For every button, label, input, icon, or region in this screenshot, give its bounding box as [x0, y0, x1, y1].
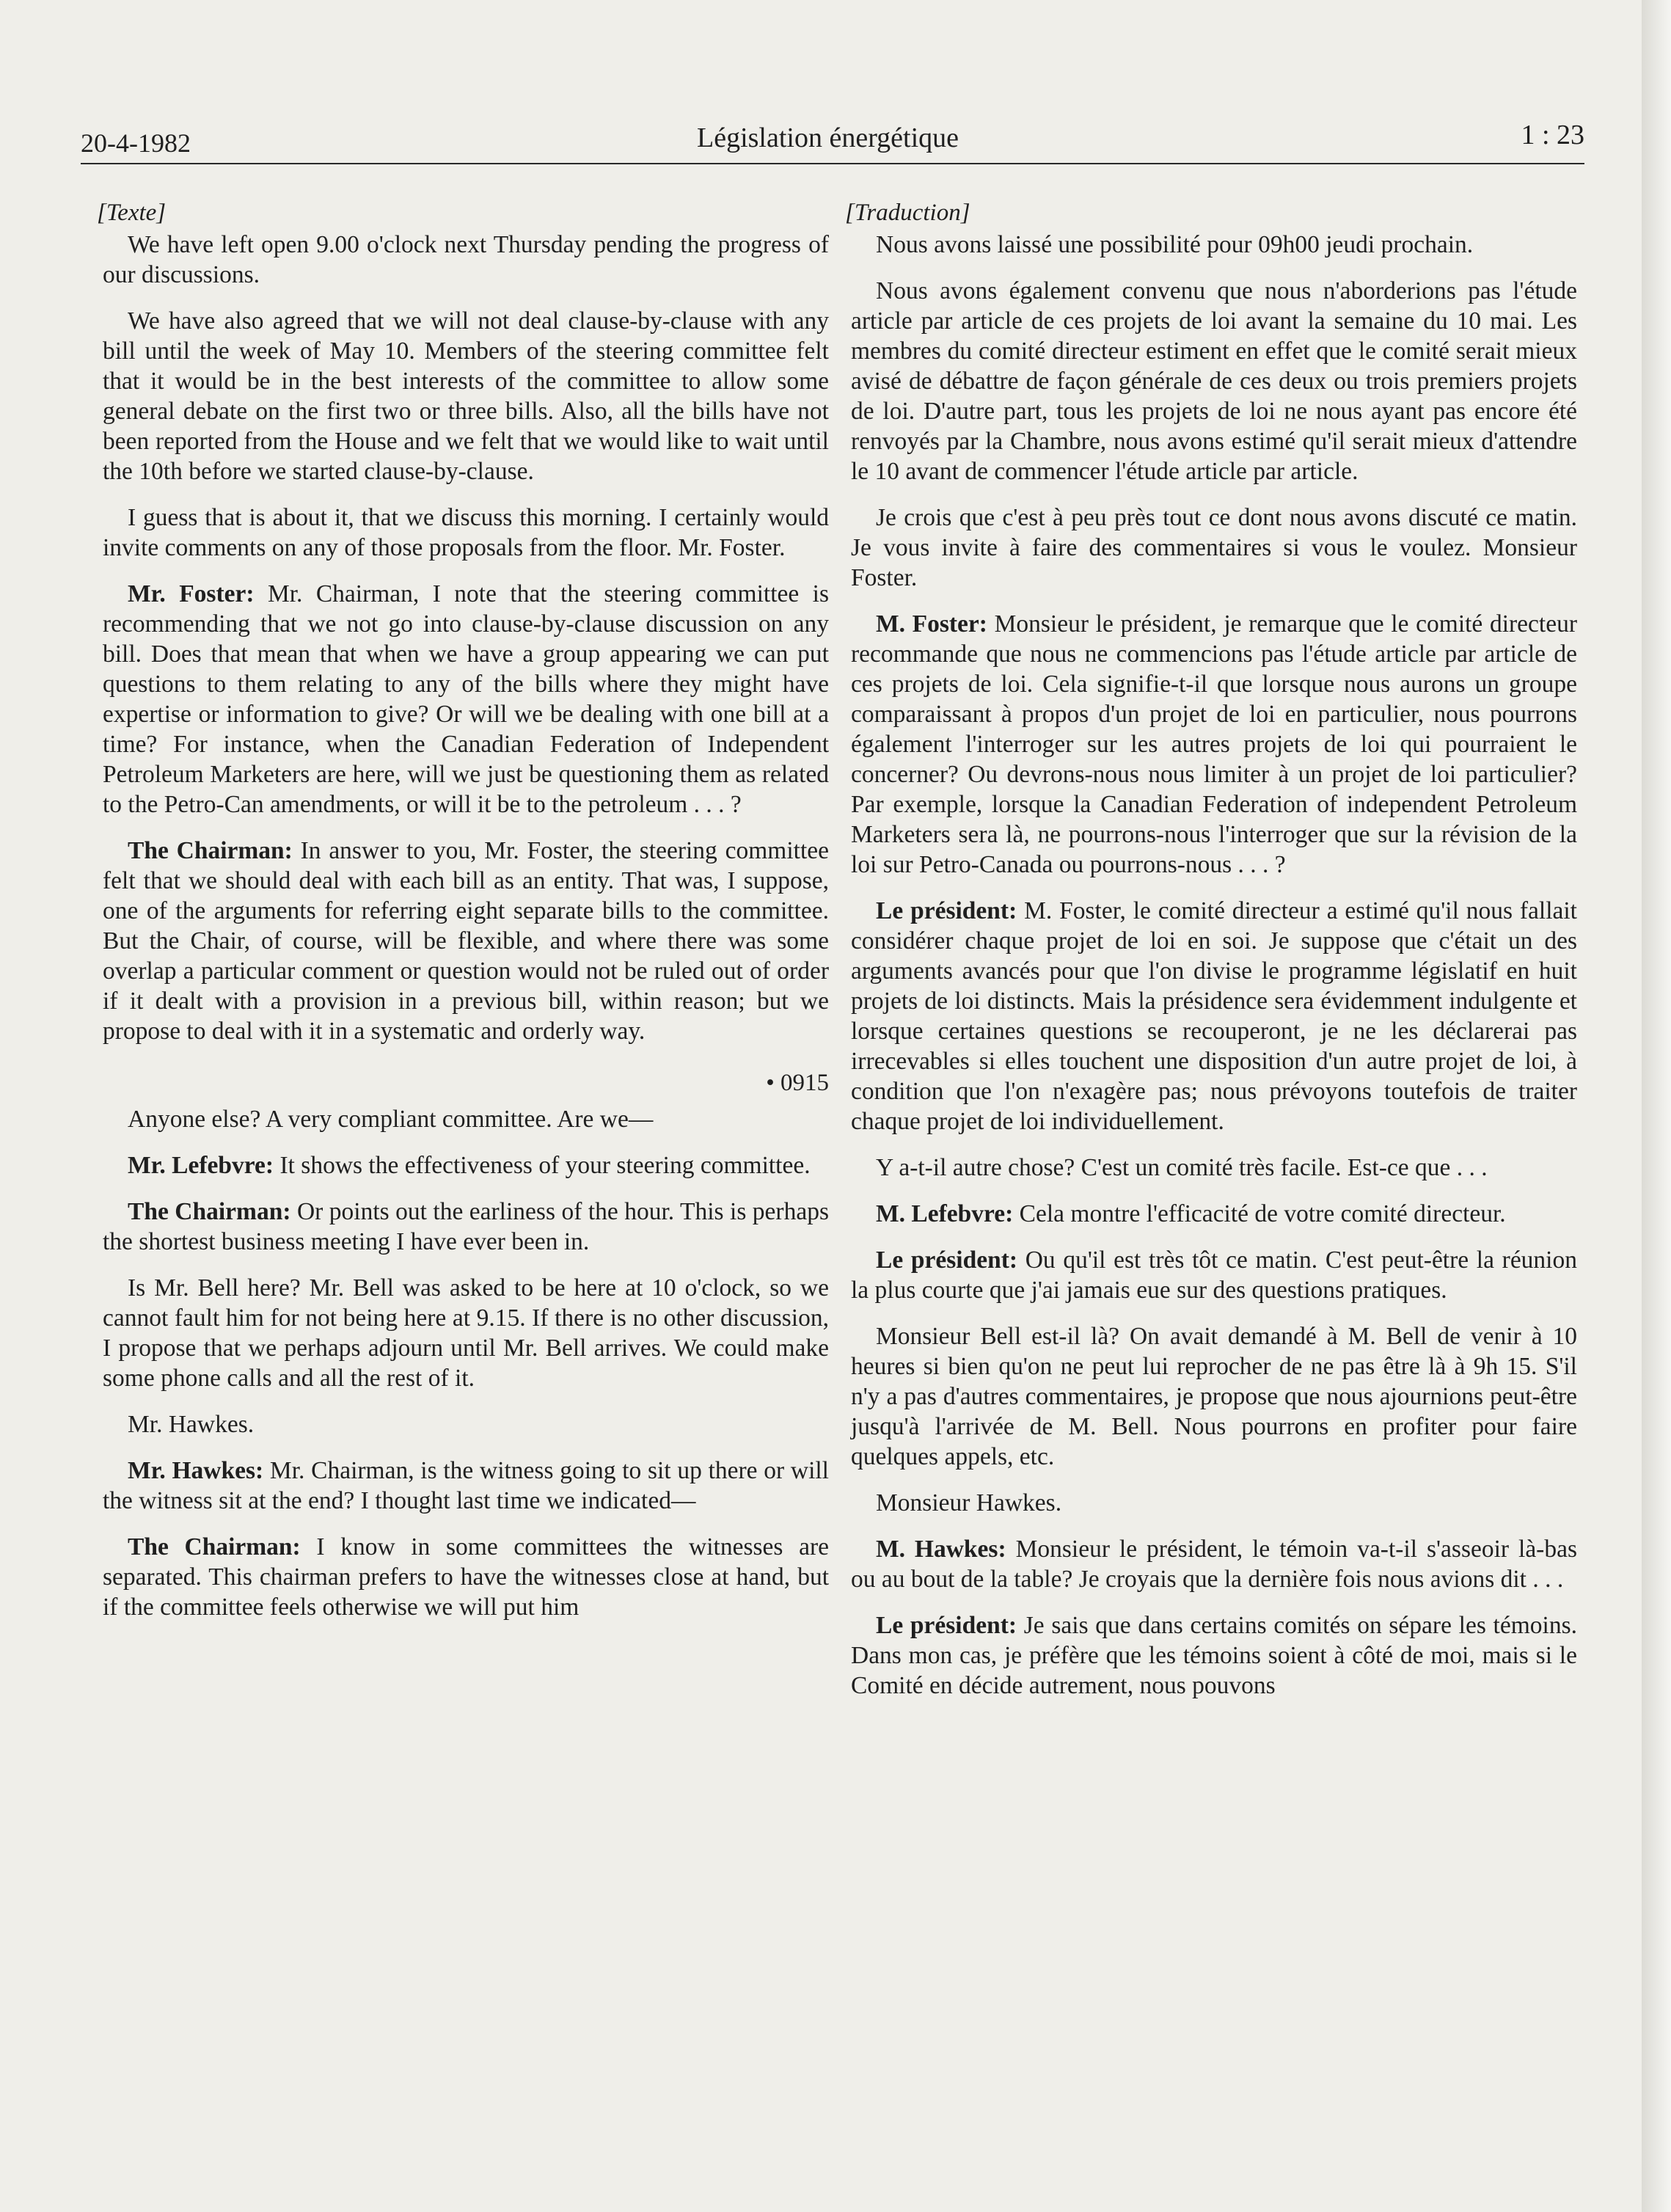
paragraph-group — [103, 230, 829, 1046]
paragraph — [103, 1150, 829, 1180]
speaker-name: Mr. Lefebvre: — [128, 1152, 274, 1179]
page-edge-shadow — [1642, 0, 1671, 2212]
paragraph — [103, 1456, 829, 1516]
paragraph — [851, 503, 1577, 593]
paragraph-text: Is Mr. Bell here? Mr. Bell was asked to be here at 10 o'clock, so we cannot fault him for not being here at 9.15. If there is no other discussion, I propose that we perhaps adjourn until Mr. Bell arrives. We could make some phone calls and all the rest of it. — [103, 1274, 829, 1392]
paragraph-text: I guess that is about it, that we discuss this morning. I certainly would invite comments on any of those proposals from the floor. Mr. Foster. — [103, 504, 829, 561]
paragraph-text: Je crois que c'est à peu près tout ce dont nous avons discuté ce matin. Je vous invite à faire des commentaires si vous le voulez. Monsieur Foster. — [851, 504, 1577, 591]
paragraph-text: Mr. Chairman, is the witness going to sit up there or will the witness sit at the end? I thought last time we indicated— — [103, 1457, 829, 1514]
paragraph-text: We have also agreed that we will not deal clause-by-clause with any bill until the week of May 10. Members of the steering committee felt that it would be in the best interests of the committee to allow some general debate on the first two or three bills. Also, all the bills have not been reported from the House and we felt that we would like to wait until the 10th before we started clause-by-clause. — [103, 307, 829, 485]
paragraph-text: It shows the effectiveness of your steering committee. — [279, 1152, 811, 1179]
paragraph — [851, 896, 1577, 1136]
speaker-name: Mr. Hawkes: — [128, 1457, 264, 1484]
paragraph — [851, 276, 1577, 486]
paragraph-text: Monsieur Bell est-il là? On avait demandé à M. Bell de venir à 10 heures si bien qu'on ne peut lui reprocher de ne pas être là à 9h 15. S'il n'y a pas d'autres commentaires, je propose que nous ajournions peut-être jusqu'à l'arrivée de M. Bell. Nous pourrons en profiter pour faire quelques appels, etc. — [851, 1323, 1577, 1470]
paragraph-text: M. Foster, le comité directeur a estimé qu'il nous fallait considérer chaque projet de loi en soi. Je suppose que c'était un des arguments avancés pour que l'on divise le programme législatif en huit projets de loi distincts. Mais la présidence sera évidemment indulgente et lorsque certaines questions se recouperont, je ne les déclarerai pas irrecevables si elles touchent une disposition d'un autre projet de loi, à condition que l'on n'exagère pas; nous prévoyons toutefois de traiter chaque projet de loi individuellement. — [851, 897, 1577, 1135]
speaker-name: The Chairman: — [128, 837, 293, 864]
paragraph — [851, 230, 1577, 260]
paragraph — [103, 1104, 829, 1134]
paragraph-text: In answer to you, Mr. Foster, the steering committee felt that we should deal with each bill as an entity. That was, I suppose, one of the arguments for referring eight separate bills to the committee. But the Chair, of course, will be flexible, and where there was some overlap a particular comment or question would not be ruled out of order if it dealt with a provision in a previous bill, within reason; but we propose to deal with it in a systematic and orderly way. — [103, 837, 829, 1045]
timestamp: • 0915 — [766, 1070, 829, 1096]
paragraph-text: Nous avons laissé une possibilité pour 09h00 jeudi prochain. — [876, 231, 1474, 258]
paragraph — [103, 230, 829, 290]
speaker-name: Le président: — [876, 1246, 1018, 1274]
paragraph-text: Cela montre l'efficacité de votre comité directeur. — [1019, 1200, 1506, 1227]
header-page-number: 1 : 23 — [1521, 120, 1584, 150]
header-title: Législation énergétique — [697, 123, 959, 153]
paragraph-text: I know in some committees the witnesses are separated. This chairman prefers to have the witnesses close at hand, but if the committee feels otherwise we will put him — [103, 1533, 830, 1621]
french-column — [845, 198, 1577, 1717]
column-label: [Traduction] — [845, 200, 970, 226]
paragraph — [103, 503, 829, 563]
paragraph — [851, 1534, 1577, 1594]
paragraph-text: Monsieur le président, le témoin va-t-il s'asseoir là-bas ou au bout de la table? Je croyais que la dernière fois nous avions dit . . . — [851, 1536, 1577, 1593]
speaker-name: The Chairman: — [128, 1533, 301, 1561]
speaker-name: M. Lefebvre: — [876, 1200, 1014, 1227]
paragraph-group — [103, 1104, 829, 1622]
paragraph-text: Je sais que dans certains comités on sépare les témoins. Dans mon cas, je préfère que les témoins soient à côté de moi, mais si le Comité en décide autrement, nous pouvons — [851, 1612, 1577, 1699]
paragraph-text: Nous avons également convenu que nous n'aborderions pas l'étude article par article de ces projets de loi avant la semaine du 10 mai. Les membres du comité directeur estiment en effet que le comité serait mieux avisé de débattre de façon générale de ces deux ou trois premiers projets de loi. D'autre part, tous les projets de loi ne nous ayant pas encore été renvoyés par la Chambre, nous avons estimé qu'il serait mieux d'attendre le 10 avant de commencer l'étude article par article. — [851, 277, 1577, 485]
paragraph — [851, 1245, 1577, 1305]
english-column — [97, 198, 830, 1638]
speaker-name: The Chairman: — [128, 1198, 291, 1225]
speaker-name: M. Foster: — [876, 610, 987, 638]
speaker-name: Le président: — [876, 1612, 1017, 1639]
speaker-name: Mr. Foster: — [128, 580, 255, 607]
paragraph — [103, 1197, 829, 1257]
paragraph-text: Monsieur Hawkes. — [876, 1489, 1062, 1516]
paragraph-text: Or points out the earliness of the hour. This is perhaps the shortest business meeting I have ever been in. — [103, 1198, 829, 1255]
paragraph-text: Y a-t-il autre chose? C'est un comité très facile. Est-ce que . . . — [876, 1154, 1488, 1181]
paragraph-text: Monsieur le président, je remarque que le comité directeur recommande que nous ne commencions pas l'étude article par article de ces projets de loi. Cela signifie-t-il que lorsque nous aurons un groupe comparaissant à propos d'un projet de loi en particulier, nous pourrons également l'interroger sur les autres projets de loi qui pourraient le concerner? Ou devrons-nous nous limiter à un projet de loi particulier? Par exemple, lorsque la Canadian Federation of independent Petroleum Marketers sera là, ne pourrons-nous l'interroger que sur la révision de la loi sur Petro-Canada ou pourrons-nous . . . ? — [851, 610, 1577, 878]
paragraph — [103, 1532, 829, 1622]
paragraph — [103, 306, 829, 486]
column-label: [Texte] — [97, 200, 167, 226]
paragraph-text: We have left open 9.00 o'clock next Thursday pending the progress of our discussions. — [103, 231, 829, 288]
paragraph-group — [851, 230, 1577, 1701]
page-header — [81, 119, 1584, 164]
paragraph — [103, 1409, 829, 1439]
speaker-name: Le président: — [876, 897, 1017, 924]
paragraph-text: Ou qu'il est très tôt ce matin. C'est peut-être la réunion la plus courte que j'ai jamais eue sur des questions pratiques. — [851, 1246, 1577, 1304]
header-date: 20-4-1982 — [81, 128, 191, 158]
paragraph — [851, 1488, 1577, 1518]
paragraph-text: Anyone else? A very compliant committee. Are we— — [128, 1106, 654, 1133]
paragraph — [103, 1273, 829, 1393]
paragraph — [851, 1199, 1577, 1229]
paragraph — [103, 836, 829, 1046]
speaker-name: M. Hawkes: — [876, 1536, 1006, 1563]
paragraph — [103, 579, 829, 820]
paragraph — [851, 609, 1577, 880]
paragraph — [851, 1153, 1577, 1183]
paragraph — [851, 1610, 1577, 1701]
paragraph-text: Mr. Chairman, I note that the steering committee is recommending that we not go into clause-by-clause discussion on any bill. Does that mean that when we have a group appearing we can put questions to them relating to any of the bills where they might have expertise or information to give? Or will we be dealing with one bill at a time? For instance, when the Canadian Federation of Independent Petroleum Marketers are here, will we just be questioning them as related to the Petro-Can amendments, or will it be to the petroleum . . . ? — [103, 580, 829, 818]
paragraph — [851, 1321, 1577, 1472]
paragraph-text: Mr. Hawkes. — [128, 1411, 255, 1438]
